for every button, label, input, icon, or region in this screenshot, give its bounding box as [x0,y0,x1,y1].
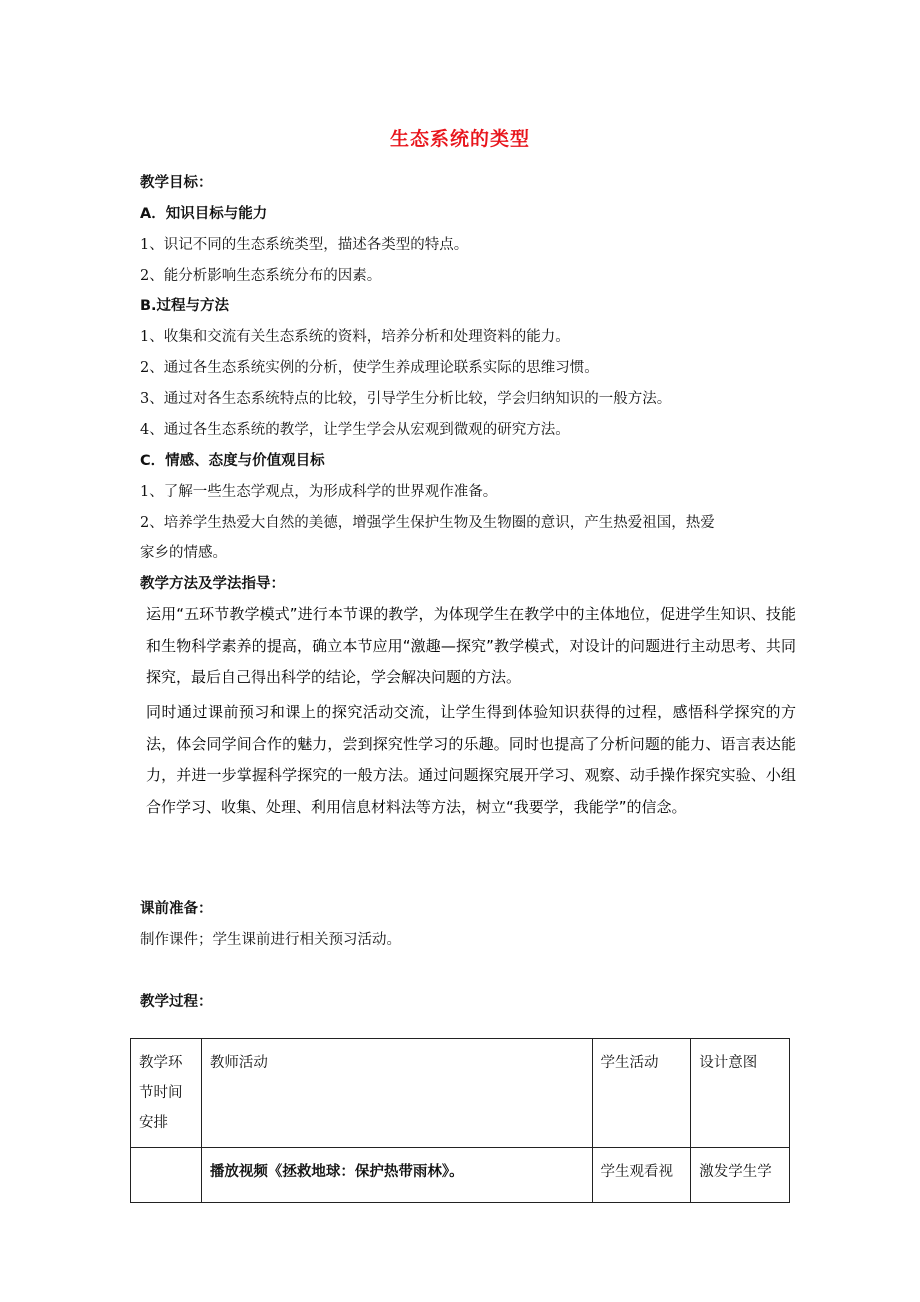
table-row [131,1148,790,1203]
goals-a-item: 1、识记不同的生态系统类型，描述各类型的特点。 [140,237,469,253]
goals-c-item: 1、了解一些生态学观点，为形成科学的世界观作准备。 [140,484,498,500]
cell-student: 学生观看视 [592,1148,691,1203]
goals-b-item: 1、收集和交流有关生态系统的资料，培养分析和处理资料的能力。 [140,329,570,345]
process-heading: 教学过程： [140,994,213,1010]
methods-paragraph-2: 同时通过课前预习和课上的探究活动交流，让学生得到体验知识获得的过程，感悟科学探究的方法，体会同学间合作的魅力，尝到探究性学习的乐趣。同时也提高了分析问题的能力、语言表达能力，并进一步掌握科学探究的一般方法。通过问题探究展开学习、观察、动手操作探究实验、小组合作学习、收集、处理、利用信息材料法等方法，树立“我要学，我能学”的信念。 [146,703,796,816]
process-table [130,1038,790,1203]
cell-teacher: 播放视频《拯救地球：保护热带雨林》。 [201,1148,592,1203]
goals-c-item: 家乡的情感。 [140,545,227,561]
goals-b-item: 4、通过各生态系统的教学，让学生学会从宏观到微观的研究方法。 [140,422,570,438]
methods-heading: 教学方法及学法指导： [140,576,285,592]
cell-stage [131,1148,202,1203]
goals-b-heading: B.过程与方法 [140,298,230,314]
header-cell-teacher: 教师活动 [201,1039,592,1148]
goals-b-item: 3、通过对各生态系统特点的比较，引导学生分析比较，学会归纳知识的一般方法。 [140,391,672,407]
cell-intent: 激发学生学 [691,1148,790,1203]
goals-b-item: 2、通过各生态系统实例的分析，使学生养成理论联系实际的思维习惯。 [140,360,599,376]
goals-c-heading: C．情感、态度与价值观目标 [140,453,325,469]
header-cell-intent: 设计意图 [691,1039,790,1148]
goals-a-item: 2、能分析影响生态系统分布的因素。 [140,268,382,284]
prep-heading: 课前准备： [140,901,213,917]
methods-paragraph-1: 运用“五环节教学模式”进行本节课的教学，为体现学生在教学中的主体地位，促进学生知识、技能和生物科学素养的提高，确立本节应用“激趣—探究”教学模式，对设计的问题进行主动思考、共同探究，最后自己得出科学的结论，学会解决问题的方法。 [146,605,796,686]
goals-c-item: 2、培养学生热爱大自然的美德，增强学生保护生物及生物圈的意识，产生热爱祖国，热爱 [140,515,715,531]
goals-a-heading: A．知识目标与能力 [140,206,268,222]
document-title: 生态系统的类型 [389,128,530,150]
table-header-row [131,1039,790,1148]
goals-heading: 教学目标： [140,175,213,191]
header-cell-stage: 教学环节时间安排 [131,1039,202,1148]
prep-text: 制作课件；学生课前进行相关预习活动。 [140,932,401,948]
header-cell-student: 学生活动 [592,1039,691,1148]
